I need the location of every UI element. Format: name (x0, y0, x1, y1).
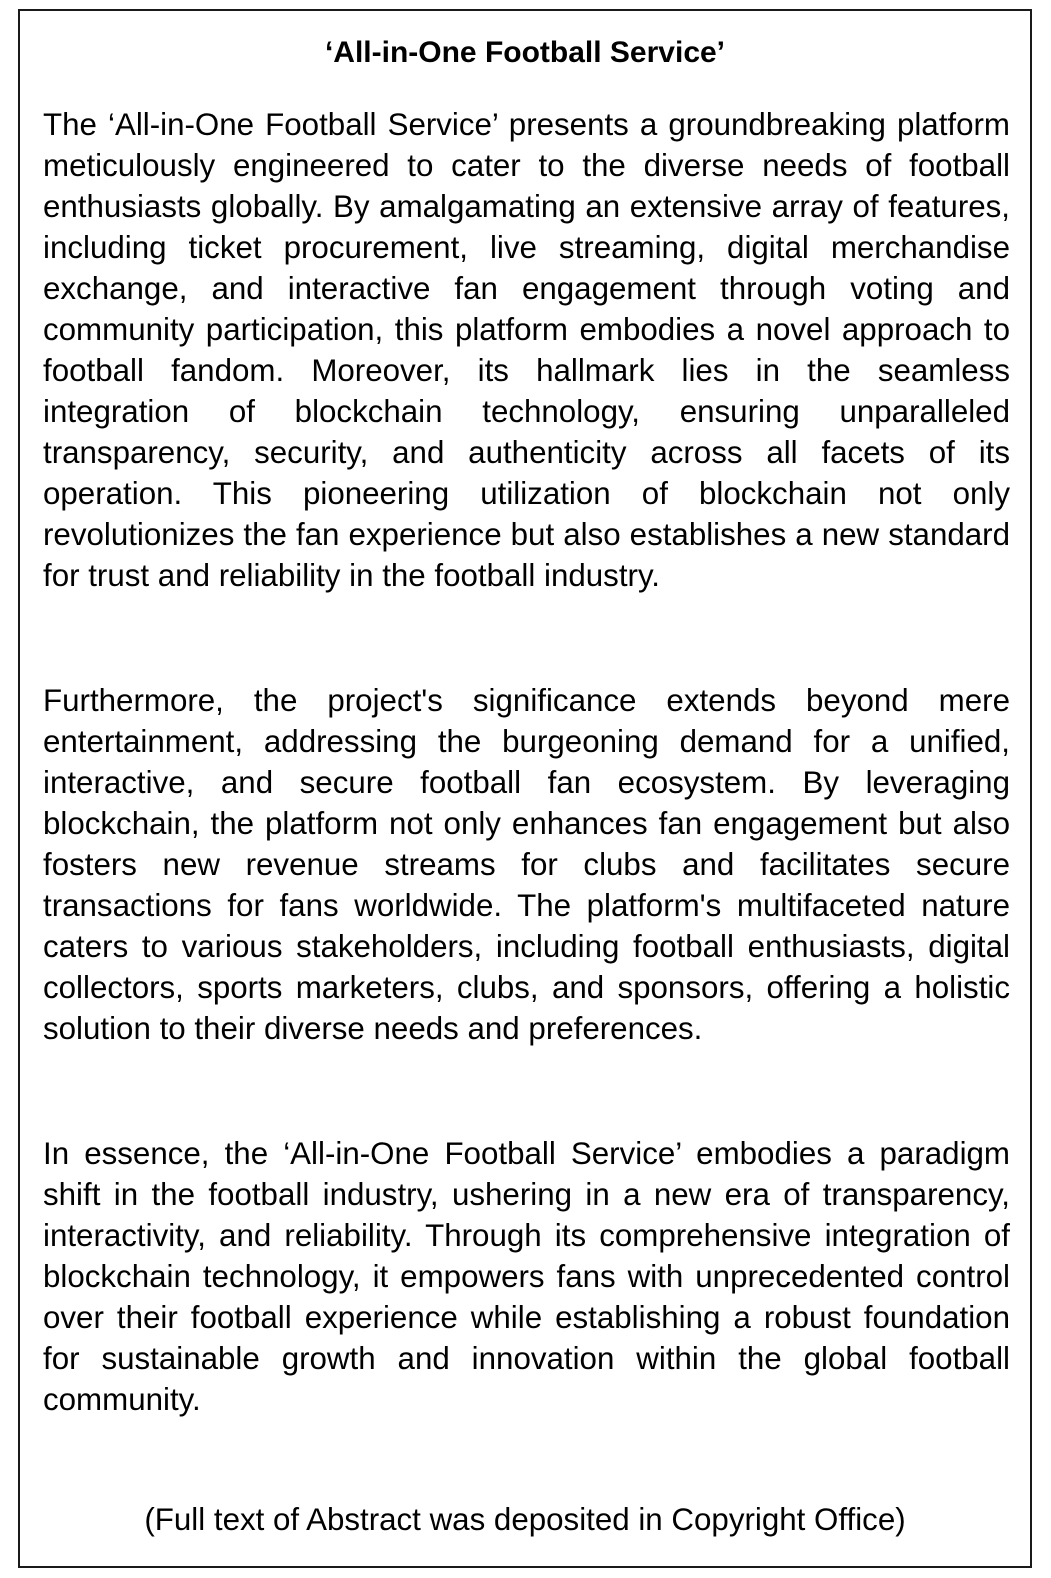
paragraph-intro: The ‘All-in-One Football Service’ presents a groundbreaking platform meticulously engineered to cater to the diverse needs of football enthusiasts globally. By amalgamating an extensive array of features, including ticket procurement, live streaming, digital merchandise exchange, and interactive fan engagement through voting and community participation, this platform embodies a novel approach to football fandom. Moreover, its hallmark lies in the seamless integration of blockchain technology, ensuring unparalleled transparency, security, and authenticity across all facets of its operation. This pioneering utilization of blockchain not only revolutionizes the fan experience but also establishes a new standard for trust and reliability in the football industry. (43, 107, 1010, 593)
deposit-note: (Full text of Abstract was deposited in Copyright Office) (144, 1502, 906, 1537)
paragraph-significance: Furthermore, the project's significance extends beyond mere entertainment, addressing the burgeoning demand for a unified, interactive, and secure football fan ecosystem. By leveraging blockchain, the platform not only enhances fan engagement but also fosters new revenue streams for clubs and facilitates secure transactions for fans worldwide. The platform's multifaceted nature caters to various stakeholders, including football enthusiasts, digital collectors, sports marketers, clubs, and sponsors, offering a holistic solution to their diverse needs and preferences. (43, 683, 1010, 1046)
document-title: ‘All-in-One Football Service’ (324, 36, 726, 69)
abstract-frame (18, 9, 1032, 1568)
paragraph-conclusion: In essence, the ‘All-in-One Football Service’ embodies a paradigm shift in the football industry, ushering in a new era of transparency, interactivity, and reliability. Through its comprehensive integration of blockchain technology, it empowers fans with unprecedented control over their football experience while establishing a robust foundation for sustainable growth and innovation within the global football community. (43, 1136, 1010, 1417)
